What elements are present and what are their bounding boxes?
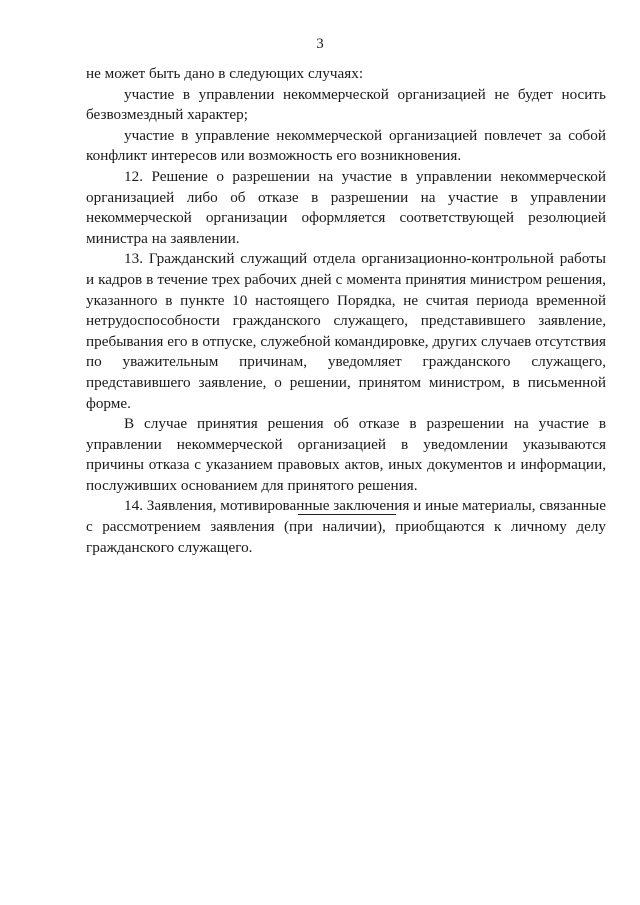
paragraph: не может быть дано в следующих случаях:	[86, 65, 364, 82]
end-of-text-divider	[298, 514, 396, 515]
paragraph: В случае принятия решения об отказе в разрешении на участие в управлении некоммерческой организацией в уведомлении указываются причины отказа с указанием правовых актов, иных документов и информации, послуживших основанием для принятого решения.	[86, 415, 606, 494]
paragraph: 13. Гражданский служащий отдела организационно-контрольной работы и кадров в течение трех рабочих дней с момента принятия министром решения, указанного в пункте 10 настоящего Порядка, не считая периода временной нетрудоспособности гражданского служащего, представившего заявление, пребывания его в отпуске, служебной командировке, других случаев отсутствия по уважительным причинам, уведомляет гражданского служащего, представившего заявление, о решении, принятом министром, в письменной форме.	[86, 250, 606, 412]
paragraph: участие в управлении некоммерческой организацией не будет носить безвозмездный характер;	[86, 85, 606, 124]
paragraph: участие в управление некоммерческой организацией повлечет за собой конфликт интересов или возможность его возникновения.	[86, 126, 606, 165]
page-number: 3	[316, 36, 324, 52]
paragraph: 14. Заявления, мотивированные заключения и иные материалы, связанные с рассмотрением заявления (при наличии), приобщаются к личному делу гражданского служащего.	[86, 497, 606, 556]
document-body	[86, 64, 606, 558]
paragraph: 12. Решение о разрешении на участие в управлении некоммерческой организацией либо об отказе в разрешении на участие в управлении некоммерческой организации оформляется соответствующей резолюцией министра на заявлении.	[86, 167, 606, 247]
